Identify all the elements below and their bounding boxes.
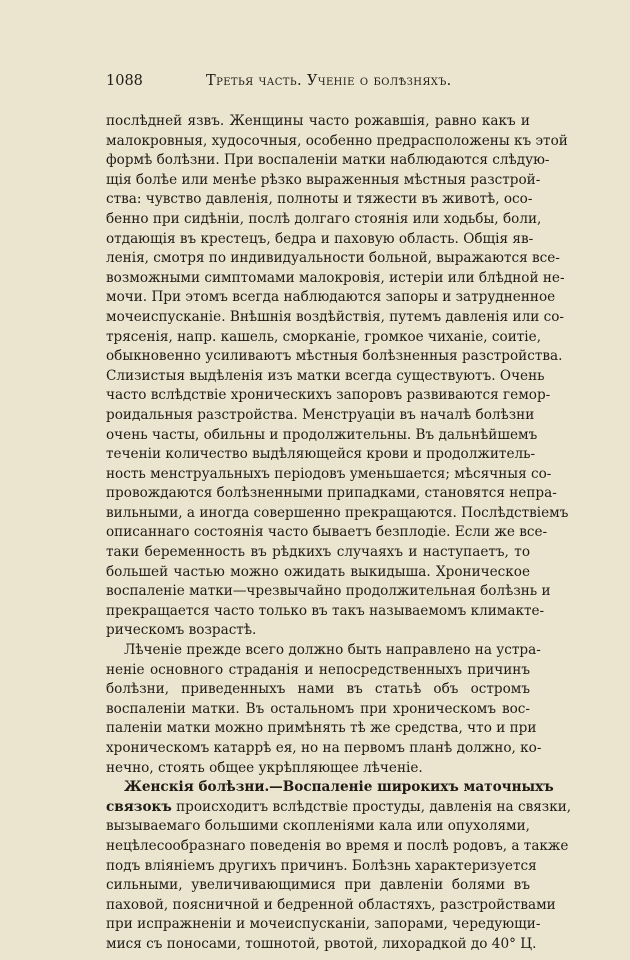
text-line: воспаленіи матки. Въ остальномъ при хроническомъ вос- [106, 700, 530, 717]
text-line: трясенія, напр. кашель, сморканіе, громкое чиханіе, соитіе, [106, 328, 542, 345]
text-line: подъ вліяніемъ другихъ причинъ. Болѣзнь характеризуется [106, 857, 537, 874]
text-line: формѣ болѣзни. При воспаленіи матки наблюдаются слѣдую- [106, 152, 550, 169]
body-text [106, 112, 572, 955]
text-line: ства: чувство давленія, полноты и тяжести въ животѣ, осо- [106, 191, 533, 208]
text-line: возможными симптомами малокровія, истеріи или блѣдной не- [106, 269, 565, 286]
paragraph-1 [106, 112, 569, 641]
text-line: неніе основного страданія и непосредственныхъ причинъ [106, 661, 530, 678]
text-line: малокровныя, худосочныя, особенно предрасположены къ этой [106, 132, 568, 149]
text-line [106, 778, 554, 798]
text-line: мися съ поносами, тошнотой, рвотой, лихорадкой до 40° Ц. [106, 935, 537, 952]
text-line: бенно при сидѣніи, послѣ долгаго стоянія или ходьбы, боли, [106, 210, 542, 227]
text-line: ность менструальныхъ періодовъ уменьшается; мѣсячныя со- [106, 465, 552, 482]
text-line: щія болѣе или менѣе рѣзко выраженныя мѣстныя разстрой- [106, 171, 541, 188]
page-header [106, 71, 526, 91]
text-line: прекращается часто только въ такъ называемомъ климакте- [106, 602, 545, 619]
text-line: роидальныя разстройства. Менструаціи въ началѣ болѣзни [106, 406, 535, 423]
text-line: Слизистыя выдѣленія изъ матки всегда существуютъ. Очень [106, 367, 545, 384]
text-line: теченіи количество выдѣляющейся крови и продолжитель- [106, 446, 536, 463]
text-line: при испражненіи и мочеиспусканіи, запорами, чередующи- [106, 916, 541, 933]
text-line: послѣдней язвъ. Женщины часто рожавшія, равно какъ и [106, 113, 530, 129]
text-line: рическомъ возрастѣ. [106, 622, 257, 639]
text-line: вызываемаго большими скопленіями кала или опухолями, [106, 818, 530, 835]
text-line: обыкновенно усиливаютъ мѣстныя болѣзненныя разстройства. [106, 348, 563, 365]
text-line: провождаются болѣзненными припадками, становятся непра- [106, 485, 557, 502]
text-line: нечно, стоять общее укрѣпляющее лѣченіе. [106, 759, 423, 776]
text-line: паховой, поясничной и бедренной областяхъ, разстройствами [106, 896, 556, 913]
text-line: очень часты, обильны и продолжительны. Въ дальнѣйшемъ [106, 426, 538, 443]
paragraph-2 [106, 641, 542, 778]
section-heading-continued: связокъ [106, 798, 172, 815]
text-run: происходитъ вслѣдствіе простуды, давленія на связки, [171, 798, 572, 815]
text-line: таки беременность въ рѣдкихъ случаяхъ и наступаетъ, то [106, 544, 530, 561]
text-line: мочеиспусканіе. Внѣшнія воздѣйствія, путемъ давленія или со- [106, 308, 564, 325]
text-line: вильными, а иногда совершенно прекращаются. Послѣдствіемъ [106, 504, 569, 521]
running-title: Третья часть. Ученіе о болѣзняхъ. [206, 73, 452, 89]
text-line: большей частью можно ожидать выкидыша. Хроническое [106, 563, 530, 580]
paragraph-3 [106, 778, 572, 954]
text-line [106, 798, 572, 818]
text-line: описаннаго состоянія часто бываетъ безплодіе. Если же все- [106, 524, 548, 541]
section-heading: Женскія болѣзни.—Воспаленіе широкихъ маточныхъ [124, 779, 554, 796]
text-line: Лѣченіе прежде всего должно быть направлено на устра- [124, 642, 541, 659]
text-line: нецѣлесообразнаго поведенія во время и послѣ родовъ, а также [106, 837, 569, 854]
page-number: 1088 [106, 73, 143, 89]
text-line: часто вслѣдствіе хроническихъ запоровъ развиваются гемор- [106, 387, 551, 404]
text-line: отдающія въ крестецъ, бедра и паховую область. Общія яв- [106, 230, 534, 247]
text-line: воспаленіе матки—чрезвычайно продолжительная болѣзнь и [106, 583, 551, 600]
text-line: сильными, увеличивающимися при давленіи болями въ [106, 877, 530, 894]
text-line: ленія, смотря по индивидуальности больной, выражаются все- [106, 250, 560, 267]
text-line: мочи. При этомъ всегда наблюдаются запоры и затрудненное [106, 289, 556, 306]
text-line: хроническомъ катаррѣ ея, но на первомъ планѣ должно, ко- [106, 740, 542, 756]
text-line: паленіи матки можно примѣнять тѣ же средства, что и при [106, 720, 537, 737]
text-line: болѣзни, приведенныхъ нами въ статьѣ объ остромъ [106, 681, 530, 698]
